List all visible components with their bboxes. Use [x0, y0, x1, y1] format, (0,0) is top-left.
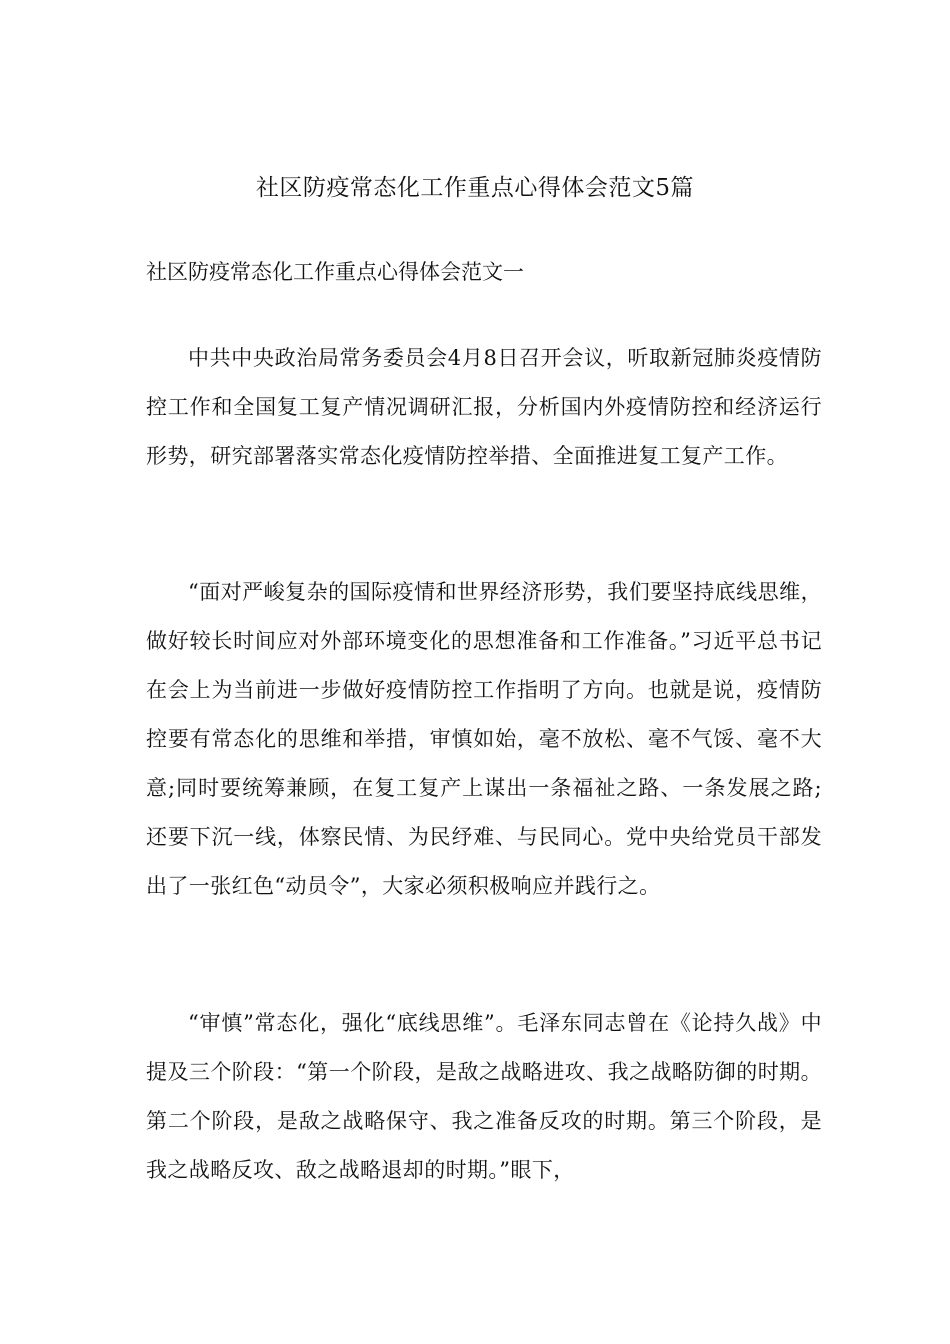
- body-paragraph-3: “审慎”常态化，强化“底线思维”。毛泽东同志曾在《论持久战》中提及三个阶段：“第一个阶段，是敌之战略进攻、我之战略防御的时期。第二个阶段，是敌之战略保守、我之准备反攻的时期。第三个阶段，是我之战略反攻、敌之战略退却的时期。”眼下，: [146, 1011, 822, 1182]
- body-paragraph-2: “面对严峻复杂的国际疫情和世界经济形势，我们要坚持底线思维，做好较长时间应对外部环境变化的思想准备和工作准备。”习近平总书记在会上为当前进一步做好疫情防控工作指明了方向。也就是说，疫情防控要有常态化的思维和举措，审慎如始，毫不放松、毫不气馁、毫不大意;同时要统筹兼顾，在复工复产上谋出一条福祉之路、一条发展之路;还要下沉一线，体察民情、为民纾难、与民同心。党中央给党员干部发出了一张红色“动员令”，大家必须积极响应并践行之。: [146, 580, 822, 898]
- section-heading: 社区防疫常态化工作重点心得体会范文一: [146, 260, 524, 284]
- body-paragraph-1: 中共中央政治局常务委员会4月8日召开会议，听取新冠肺炎疫情防控工作和全国复工复产情况调研汇报，分析国内外疫情防控和经济运行形势，研究部署落实常态化疫情防控举措、全面推进复工复产工作。: [146, 346, 822, 468]
- document-title: 社区防疫常态化工作重点心得体会范文5篇: [255, 175, 695, 201]
